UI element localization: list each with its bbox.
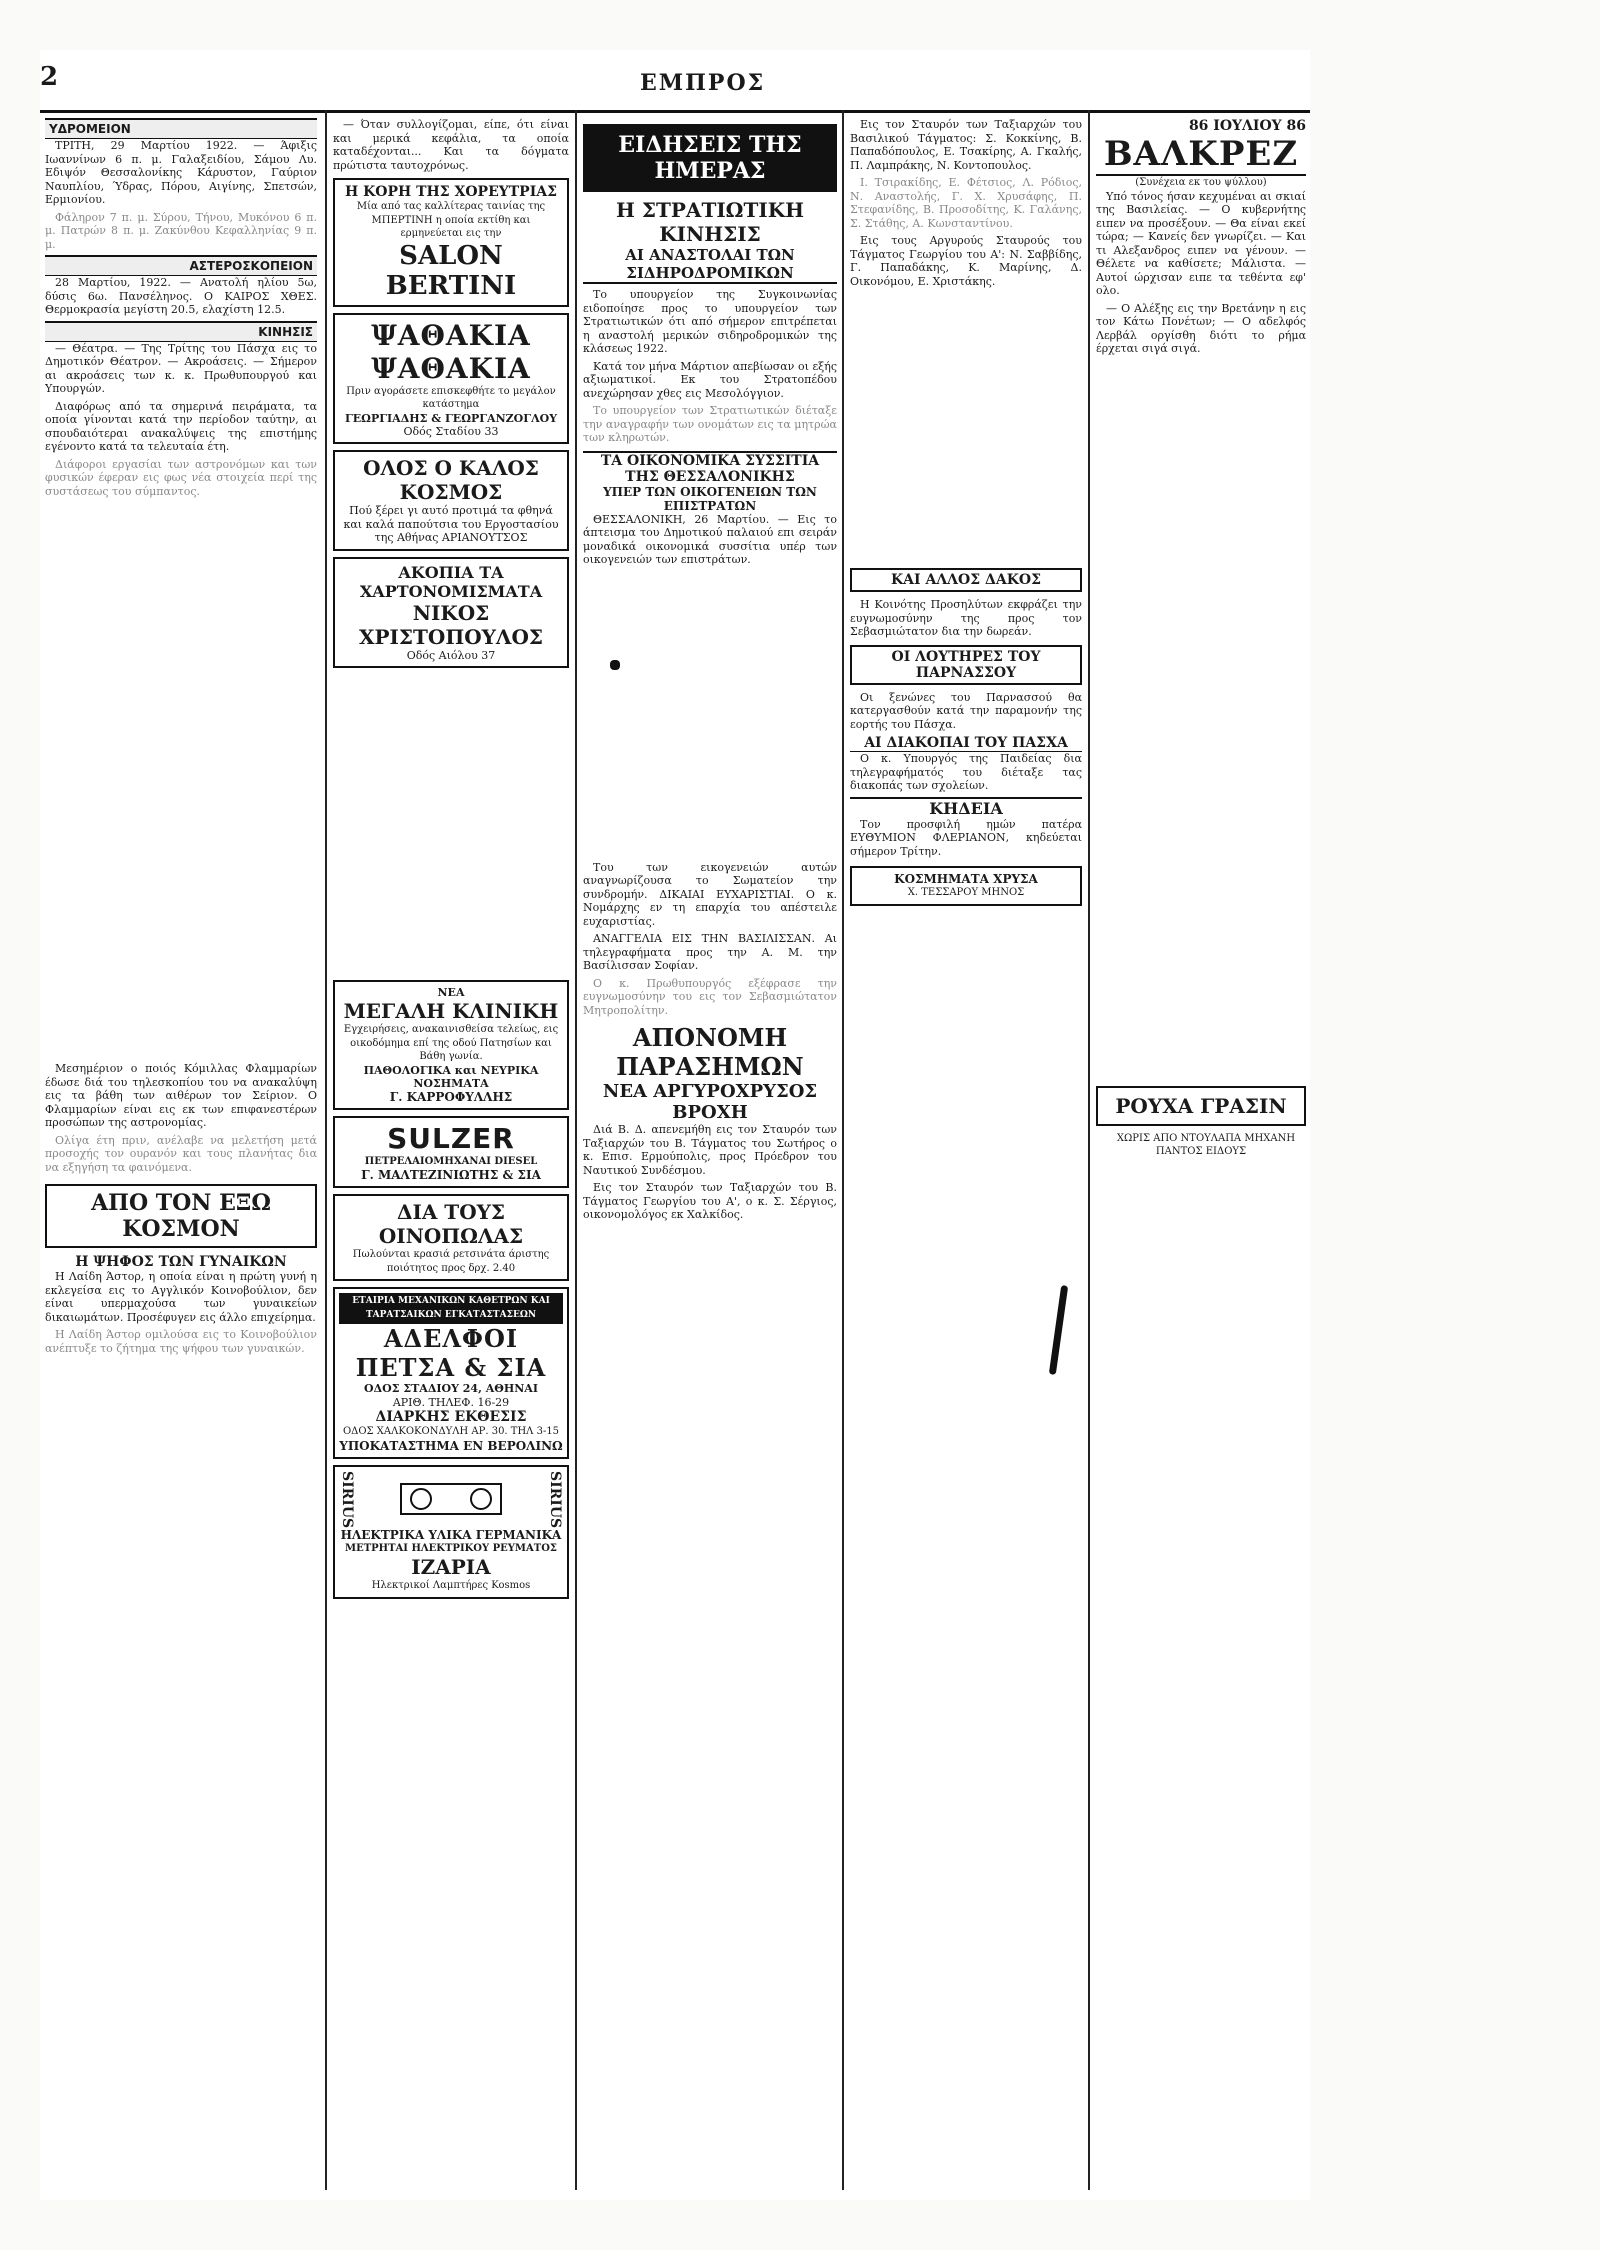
- column-3: ΕΙΔΗΣΕΙΣ ΤΗΣ ΗΜΕΡΑΣ Η ΣΤΡΑΤΙΩΤΙΚΗ ΚΙΝΗΣΙΣ ΑΙ ΑΝΑΣΤΟΛΑΙ ΤΩΝ ΣΙΔΗΡΟΔΡΟΜΙΚΩΝ Το υπουργείον της Συγκοινωνίας ειδοποίησε προς το υπουργείον των Στρατιωτικών ότι από σήμερον επιτρέπεται η αναστολή μερικών σιδηροδρομικών της κλάσεως 1922. Κατά τον μήνα Μάρτιον απεβίωσαν οι εξής αξιωματικοί. Εκ του Στρατοπέδου ανεχώρησαν χθες εις Μεσολόγγιον. Το υπουργείον των Στρατιωτικών διέταξε την αναγραφήν των ονομάτων εις τα μητρώα των κληρωτών. ΤΑ ΟΙΚΟΝΟΜΙΚΑ ΣΥΣΣΙΤΙΑ ΤΗΣ ΘΕΣΣΑΛΟΝΙΚΗΣ ΥΠΕΡ ΤΩΝ ΟΙΚΟΓΕΝΕΙΩΝ ΤΩΝ ΕΠΙΣΤΡΑΤΩΝ ΘΕΣΣΑΛΟΝΙΚΗ, 26 Μαρτίου. — Εις το άπτεισμα του Δημοτικού παλαιού επι σειράν μοναδικά οικονομικά συσσίτια υπέρ των οικογενειών των επιστράτων. Του των εικογενειών αυτών αναγνωρίζουσα το Σωματείον την συνδρομήν. ΔΙΚΑΙΑΙ ΕΥΧΑΡΙΣΤΙΑΙ. Ο κ. Νομάρχης εν τη επαρχία του απέστειλε ευχαριστίας. ΑΝΑΓΓΕΛΙΑ ΕΙΣ ΤΗΝ ΒΑΣΙΛΙΣΣΑΝ. Αι τηλεγραφήματα προς την Α. Μ. την Βασίλισσαν Σοφίαν. Ο κ. Πρωθυπουργός εξέφρασε την ευγνωμοσύνην του εις τον Σεβασμιώτατον Μητροπολίτην. ΑΠΟΝΟΜΗ ΠΑΡΑΣΗΜΩΝ ΝΕΑ ΑΡΓΥΡΟΧΡΥΣΟΣ ΒΡΟΧΗ Διά Β. Δ. απενεμήθη εις τον Σταυρόν των Ταξιαρχών του Β. Τάγματος του Σωτήρος ο κ. Επισ. Ερμούπολις, προς Πρόεδρον του Ναυτικού Συνδέσμου. Εις τον Σταυρόν των Ταξιαρχών του Β. Τάγματος Γεωργίου του Α', ο κ. Σ. Σέργιος, οικονομολόγος εκ Χαλκίδος.: [583, 118, 837, 2178]
- column-divider: [1088, 110, 1090, 2190]
- section-heading: ΑΣΤΕΡΟΣΚΟΠΕΙΟΝ: [45, 255, 317, 276]
- ad-title: ΜΕΓΑΛΗ ΚΛΙΝΙΚΗ: [343, 999, 559, 1023]
- ad-name: ΑΔΕΛΦΟΙ ΠΕΤΣΑ & ΣΙΑ: [355, 1324, 547, 1382]
- ad-title: ΨΑΘΑΚΙΑ: [371, 351, 531, 385]
- subheadline: Η ΨΗΦΟΣ ΤΩΝ ΓΥΝΑΙΚΩΝ: [75, 1254, 287, 1270]
- advertisement: [1096, 1086, 1306, 1126]
- advertisement: [333, 178, 569, 307]
- ad-text: Πού ξέρει γι αυτό προτιμά τα φθηνά και καλά παπούτσια του Εργοστασίου της Αθήνας ΑΡΙΑΝΟΥΤΣΟΣ: [343, 504, 559, 544]
- paragraph: Εις τους Αργυρούς Σταυρούς του Τάγματος Γεωργίου του Α': Ν. Σαββίδης, Γ. Παπαδάκης, Κ. Μαρίνης, Δ. Οικονόμου, Ε. Χριστάκης.: [850, 234, 1082, 288]
- column-divider: [575, 110, 577, 2190]
- advertisement: [333, 1194, 569, 1281]
- ad-expo-address: ΟΔΟΣ ΧΑΛΚΟΚΟΝΔΥΛΗ ΑΡ. 30. ΤΗΛ 3-15: [342, 1426, 560, 1437]
- ad-name: ΝΙΚΟΣ ΧΡΙΣΤΟΠΟΥΛΟΣ: [358, 600, 544, 649]
- paragraph: Μεσημέριον ο ποιός Κόμιλλας Φλαμμαρίων έδωσε διά του τηλεσκοπίου του να ανακαλύψη εις τα βάθη των αιθέρων τον Σείριον. Ο Φλαμμαρίων είναι εις εκ των επιφανεστέρων προσώπων της αστρονομίας.: [45, 1062, 317, 1129]
- paragraph: ΧΩΡΙΣ ΑΠΟ ΝΤΟΥΛΑΠΑ ΜΗΧΑΝΗ ΠΑΝΤΟΣ ΕΙΔΟΥΣ: [1116, 1132, 1296, 1157]
- paragraph: 28 Μαρτίου, 1922. — Ανατολή ηλίου 5ω, δύσις 6ω. Πανσέληνος. Ο ΚΑΙΡΟΣ ΧΘΕΣ. Θερμοκρασία μεγίστη 20.5, ελαχίστη 12.5.: [45, 276, 317, 316]
- ad-text: ΠΕΤΡΕΛΑΙΟΜΗΧΑΝΑΙ DIESEL: [364, 1155, 538, 1167]
- ad-branch: ΥΠΟΚΑΤΑΣΤΗΜΑ ΕΝ ΒΕΡΟΛΙΝΩ: [339, 1438, 563, 1453]
- ad-brand: SULZER: [387, 1121, 515, 1155]
- paragraph: Κατά τον μήνα Μάρτιον απεβίωσαν οι εξής αξιωματικοί. Εκ του Στρατοπέδου ανεχώρησαν χθες εις Μεσολόγγιον.: [583, 359, 837, 400]
- paragraph: ΤΡΙΤΗ, 29 Μαρτίου 1922. — Άφιξις Ιωαννίνων 6 π. μ. Γαλαξειδίου, Σάμου Λυ. Εδιψόν Θεσσαλονίκης Κάρυστον, Γαύριον Ναυπλίου, Ύδρας, Πόρου, Αιγίνης, Σπετσών, Ερμιονίου.: [45, 139, 317, 206]
- ink-smudge: [610, 660, 620, 670]
- ad-address: ΟΔΟΣ ΣΤΑΔΙΟΥ 24, ΑΘΗΝΑΙ: [364, 1382, 538, 1395]
- news-banner: ΕΙΔΗΣΕΙΣ ΤΗΣ ΗΜΕΡΑΣ: [583, 124, 837, 192]
- paragraph: — Όταν συλλογίζομαι, είπε, ότι είναι και μερικά κεφάλια, τα οποία καταδέχονται... Και τα δόγματα πρώτιστα ταυτοχρόνως.: [333, 118, 569, 172]
- paragraph: Ο κ. Υπουργός της Παιδείας δια τηλεγραφήματός του διέταξε τας διακοπάς των σχολείων.: [850, 752, 1082, 792]
- advertisement: [333, 980, 569, 1110]
- ad-title: ΔΙΑ ΤΟΥΣ ΟΙΝΟΠΩΛΑΣ: [378, 1200, 524, 1248]
- advertisement: [333, 1287, 569, 1459]
- ad-brand: SIRIUS: [339, 1470, 355, 1528]
- machine-illustration: [391, 1474, 511, 1524]
- ad-agent: Γ. ΜΑΛΤΕΖΙΝΙΩΤΗΣ & ΣΙΑ: [361, 1168, 541, 1182]
- page-number: 2: [40, 62, 59, 92]
- ad-brand: SIRIUS: [547, 1470, 563, 1528]
- page-header: [40, 50, 1310, 113]
- subheadline: ΝΕΑ ΑΡΓΥΡΟΧΡΥΣΟΣ ΒΡΟΧΗ: [602, 1081, 818, 1123]
- paragraph: Εις τον Σταυρόν των Ταξιαρχών του Β. Τάγματος Γεωργίου του Α', ο κ. Σ. Σέργιος, οικονομολόγος εκ Χαλκίδος.: [583, 1181, 837, 1221]
- ad-address: Οδός Αιόλου 37: [406, 648, 496, 662]
- column-5: [1096, 118, 1306, 2178]
- advertisement: [333, 1116, 569, 1189]
- ad-text: Εγχειρήσεις, ανακαινισθείσα τελείως, εις οικοδόμημα επί της οδού Πατησίων και Βάθη γωνία.: [343, 1024, 559, 1062]
- headline: ΑΠΟ ΤΟΝ ΕΞΩ ΚΟΣΜΟΝ: [91, 1190, 271, 1242]
- paragraph: Διά Β. Δ. απενεμήθη εις τον Σταυρόν των Ταξιαρχών του Β. Τάγματος του Σωτήρος ο κ. Επισ. Ερμούπολις, προς Πρόεδρον του Ναυτικού Συνδέσμου.: [583, 1123, 837, 1177]
- paragraph: Η Κοινότης Προσηλύτων εκφράζει την ευγνωμοσύνην της προς τον Σεβασμιώτατον δια την δωρεάν.: [850, 598, 1082, 638]
- advertisement: [333, 557, 569, 669]
- ad-title: ΑΚΟΠΙΑ ΤΑ ΧΑΡΤΟΝΟΜΙΣΜΑΤΑ: [359, 562, 543, 601]
- serial-date: 86 ΙΟΥΛΙΟΥ 86: [1188, 118, 1306, 134]
- paragraph: Τον προσφιλή ημών πατέρα ΕΥΘΥΜΙΟΝ ΦΛΕΡΙΑΝΟΝ, κηδεύεται σήμερον Τρίτην.: [850, 817, 1082, 858]
- ad-text: Χ. ΤΕΣΣΑΡΟΥ ΜΗΝΟΣ: [907, 887, 1025, 898]
- advertisement: [850, 866, 1082, 906]
- paragraph: Το υπουργείον της Συγκοινωνίας ειδοποίησε προς το υπουργείον των Στρατιωτικών ότι από σήμερον επιτρέπεται η αναστολή μερικών σιδηροδρομικών της κλάσεως 1922.: [583, 288, 837, 355]
- advertisement: [333, 450, 569, 551]
- paragraph: Του των εικογενειών αυτών αναγνωρίζουσα το Σωματείον την συνδρομήν. ΔΙΚΑΙΑΙ ΕΥΧΑΡΙΣΤΙΑΙ. Ο κ. Νομάρχης εν τη επαρχία του απέστειλε ευχαριστίας.: [583, 860, 837, 928]
- headline: Η ΣΤΡΑΤΙΩΤΙΚΗ ΚΙΝΗΣΙΣ: [616, 198, 804, 246]
- ad-head: ΕΤΑΙΡΙΑ ΜΕΧΑΝΙΚΩΝ ΚΑΘΕΤΡΩΝ ΚΑΙ ΤΑΡΑΤΣΑΙΚΩΝ ΕΓΚΑΤΑΣΤΑΣΕΩΝ: [339, 1293, 563, 1324]
- paragraph: — Θέατρα. — Της Τρίτης του Πάσχα εις το Δημοτικόν Θέατρον. — Ακροάσεις. — Σήμερον αι ακροάσεις των κ. κ. Πρωθυπουργού και Υπουργών.: [45, 341, 317, 395]
- ad-text: Μία από τας καλλίτερας ταινίας της ΜΠΕΡΤΙΝΗ η οποία εκτίθη και ερμηνεύεται εις την: [356, 201, 546, 239]
- ad-text: Πριν αγοράσετε επισκεφθήτε το μεγάλον κατάστημα: [346, 385, 556, 410]
- ad-owner: ΓΕΩΡΓΙΑΔΗΣ & ΓΕΩΡΓΑΝΖΟΓΛΟΥ: [344, 411, 558, 425]
- ad-dept: ΠΑΘΟΛΟΓΙΚΑ και ΝΕΥΡΙΚΑ ΝΟΣΗΜΑΤΑ: [363, 1063, 539, 1090]
- column-divider: [325, 110, 327, 2190]
- section-heading: [850, 568, 1082, 592]
- ad-expo: ΔΙΑΡΚΗΣ ΕΚΘΕΣΙΣ: [375, 1409, 527, 1425]
- paragraph: Διαφόρως από τα σημερινά πειράματα, τα οποία γίνονται κατά την περίοδον ταύτην, αι σπουδαιότεραι ανακαλύψεις της επιστήμης εγένοντο κατά τα τελευταία έτη.: [45, 399, 317, 453]
- ad-name: ΙΖΑΡΙΑ: [411, 1555, 491, 1580]
- ad-title: ΨΑΘΑΚΙΑ: [371, 318, 531, 352]
- headline: ΟΙ ΛΟΥΤΗΡΕΣ ΤΟΥ ΠΑΡΝΑΣΣΟΥ: [891, 648, 1041, 681]
- ad-text: Πωλούνται κρασιά ρετσινάτα άριστης ποιότητος προς δρχ. 2.40: [352, 1249, 550, 1274]
- serial-title: ΒΑΛΚΡΕΖ: [1096, 134, 1306, 176]
- ad-footer: Ηλεκτρικοί Λαμπτήρες Kosmos: [371, 1580, 531, 1592]
- ad-text: ΡΟΥΧΑ ΓΡΑΣΙΝ: [1115, 1093, 1287, 1118]
- column-1: ΥΔΡΟΜΕΙΟΝ ΤΡΙΤΗ, 29 Μαρτίου 1922. — Άφιξις Ιωαννίνων 6 π. μ. Γαλαξειδίου, Σάμου Λυ. Εδιψόν Θεσσαλονίκης Κάρυστον, Γαύριον Ναυπλίου, Ύδρας, Πόρου, Αιγίνης, Σπετσών, Ερμιονίου. Φάληρον 7 π. μ. Σύρου, Τήνου, Μυκόνου 6 π. μ. Πατρών 8 π. μ. Ζακύνθου Κεφαλληνίας 9 π. μ. ΑΣΤΕΡΟΣΚΟΠΕΙΟΝ 28 Μαρτίου, 1922. — Ανατολή ηλίου 5ω, δύσις 6ω. Πανσέληνος. Ο ΚΑΙΡΟΣ ΧΘΕΣ. Θερμοκρασία μεγίστη 20.5, ελαχίστη 12.5. ΚΙΝΗΣΙΣ — Θέατρα. — Της Τρίτης του Πάσχα εις το Δημοτικόν Θέατρον. — Ακροάσεις. — Σήμερον αι ακροάσεις των κ. κ. Πρωθυπουργού και Υπουργών. Διαφόρως από τα σημερινά πειράματα, τα οποία γίνονται κατά την περίοδον ταύτην, αι σπουδαιότεραι ανακαλύψεις της επιστήμης εγένοντο κατά τα τελευταία έτη. Διάφοροι εργασίαι των αστρονόμων και των φυσικών έφεραν εις φως νέα στοιχεία περί της συστάσεως του σύμπαντος. Μεσημέριον ο ποιός Κόμιλλας Φλαμμαρίων έδωσε διά του τηλεσκοπίου του να ανακαλύψη εις τα βάθη των αιθέρων τον Σείριον. Ο Φλαμμαρίων είναι εις εκ των επιφανεστέρων προσώπων της αστρονομίας. Ολίγα έτη πριν, ανέλαβε να μελετήση μετά προσοχής τον ουρανόν και τους πλανήτας δια να εξηγήση τα φαινόμενα. ΑΠΟ ΤΟΝ ΕΞΩ ΚΟΣΜΟΝ Η ΨΗΦΟΣ ΤΩΝ ΓΥΝΑΙΚΩΝ Η Λαίδη Άστορ, η οποία είναι η πρώτη γυνή η εκλεγείσα εις το Αγγλικόν Κοινοβούλιον, δεν είναι υπερμαχούσα των γυναικείων δικαιωμάτων. Προσέφυγεν εις άλλο επιχείρημα. Η Λαίδη Άστορ ομιλούσα εις το Κοινοβούλιον ανέπτυξε το ζήτημα της ψήφου των γυναικών.: [45, 118, 317, 2178]
- paragraph: ΑΝΑΓΓΕΛΙΑ ΕΙΣ ΤΗΝ ΒΑΣΙΛΙΣΣΑΝ. Αι τηλεγραφήματα προς την Α. Μ. την Βασίλισσαν Σοφίαν.: [583, 932, 837, 972]
- ad-text: ΗΛΕΚΤΡΙΚΑ ΥΛΙΚΑ ΓΕΡΜΑΝΙΚΑ: [340, 1527, 562, 1542]
- column-4: Εις τον Σταυρόν των Ταξιαρχών του Βασιλικού Τάγματος: Σ. Κοκκίνης, Β. Παπαδόπουλος, Ε. Τσακίρης, Α. Γκαλής, Π. Λαμπράκης, Ν. Κοντοπουλος. Ι. Τσιρακίδης, Ε. Φέτσιος, Λ. Ρόδιος, Ν. Αναστολής, Γ. Χ. Χρυσάφης, Π. Στεφανίδης, Β. Προσοδίτης, Κ. Γαλάνης, Σ. Στάθης, Α. Κωνσταντίνου. Εις τους Αργυρούς Σταυρούς του Τάγματος Γεωργίου του Α': Ν. Σαββίδης, Γ. Παπαδάκης, Κ. Μαρίνης, Δ. Οικονόμου, Ε. Χριστάκης. ΚΑΙ ΑΛΛΟΣ ΔΑΚΟΣ Η Κοινότης Προσηλύτων εκφράζει την ευγνωμοσύνην της προς τον Σεβασμιώτατον δια την δωρεάν. ΟΙ ΛΟΥΤΗΡΕΣ ΤΟΥ ΠΑΡΝΑΣΣΟΥ Οι ξενώνες του Παρνασσού θα κατεργασθούν κατά την παραμονήν της εορτής του Πάσχα. ΑΙ ΔΙΑΚΟΠΑΙ ΤΟΥ ΠΑΣΧΑ Ο κ. Υπουργός της Παιδείας δια τηλεγραφήματός του διέταξε τας διακοπάς των σχολείων. ΚΗΔΕΙΑ Τον προσφιλή ημών πατέρα ΕΥΘΥΜΙΟΝ ΦΛΕΡΙΑΝΟΝ, κηδεύεται σήμερον Τρίτην. ΚΟΣΜΗΜΑΤΑ ΧΡΥΣΑ Χ. ΤΕΣΣΑΡΟΥ ΜΗΝΟΣ: [850, 118, 1082, 2178]
- ad-title: Η ΚΟΡΗ ΤΗΣ ΧΟΡΕΥΤΡΙΑΣ: [344, 184, 558, 200]
- ad-phone: ΑΡΙΘ. ΤΗΛΕΦ. 16-29: [392, 1395, 510, 1409]
- paragraph: Οι ξενώνες του Παρνασσού θα κατεργασθούν κατά την παραμονήν της εορτής του Πάσχα.: [850, 690, 1082, 731]
- serial-subtitle: (Συνέχεια εκ του ψύλλου): [1135, 177, 1267, 188]
- paragraph: Υπό τόνος ήσαν κεχυμέναι αι σκιαί της Βασιλείας. — Ο κυβερνήτης ειπεν να προσέξουν. — Θα είναι εκεί τώρα; — Κανείς δεν γνωρίζει. — Και τι Αλεξανδρος ειπεν να γένουν. — Θέλετε να καθίσετε; Μάλιστα. — Αυτοί ώρχισαν ειπε τα τεθέντα εφ' ολο.: [1096, 189, 1306, 297]
- paragraph: Εις τον Σταυρόν των Ταξιαρχών του Βασιλικού Τάγματος: Σ. Κοκκίνης, Β. Παπαδόπουλος, Ε. Τσακίρης, Α. Γκαλής, Π. Λαμπράκης, Ν. Κοντοπουλος.: [850, 118, 1082, 172]
- headline: ΑΠΟΝΟΜΗ ΠΑΡΑΣΗΜΩΝ: [616, 1023, 804, 1081]
- advertisement: [333, 1465, 569, 1599]
- headline: ΤΑ ΟΙΚΟΝΟΜΙΚΑ ΣΥΣΣΙΤΙΑ ΤΗΣ ΘΕΣΣΑΛΟΝΙΚΗΣ: [583, 451, 837, 485]
- paragraph: ΘΕΣΣΑΛΟΝΙΚΗ, 26 Μαρτίου. — Εις το άπτεισμα του Δημοτικού παλαιού επι σειράν μοναδικά οικονομικά συσσίτια υπέρ των οικογενειών των επιστράτων.: [583, 512, 837, 566]
- headline: ΑΙ ΔΙΑΚΟΠΑΙ ΤΟΥ ΠΑΣΧΑ: [850, 735, 1082, 752]
- section-heading: ΚΙΝΗΣΙΣ: [45, 321, 317, 342]
- paragraph: Η Λαίδη Άστορ, η οποία είναι η πρώτη γυνή η εκλεγείσα εις το Αγγλικόν Κοινοβούλιον, δεν είναι υπερμαχούσα των γυναικείων δικαιωμάτων. Προσέφυγεν εις άλλο επιχείρημα.: [45, 1270, 317, 1324]
- section-heading: ΥΔΡΟΜΕΙΟΝ: [45, 118, 317, 139]
- headline: ΚΑΙ ΑΛΛΟΣ ΔΑΚΟΣ: [891, 572, 1041, 588]
- section-heading: [45, 1184, 317, 1248]
- column-2-ads: [333, 118, 569, 2178]
- subheadline: ΥΠΕΡ ΤΩΝ ΟΙΚΟΓΕΝΕΙΩΝ ΤΩΝ ΕΠΙΣΤΡΑΤΩΝ: [603, 484, 817, 513]
- subheadline: ΑΙ ΑΝΑΣΤΟΛΑΙ ΤΩΝ ΣΙΔΗΡΟΔΡΟΜΙΚΩΝ: [583, 246, 837, 284]
- ad-venue: SALON BERTINI: [385, 240, 517, 301]
- ad-pre: ΝΕΑ: [437, 986, 465, 999]
- advertisement: [333, 313, 569, 445]
- paragraph: — Ο Αλέξης εις την Βρετάνην η εις τον Κάτω Πονέτων; — Ο αδελφός Λερβάλ οργίσθη διότι το ρήμα έρχεται σιγά σιγά.: [1096, 301, 1306, 355]
- ad-title: ΟΛΟΣ Ο ΚΑΛΟΣ ΚΟΣΜΟΣ: [363, 456, 539, 504]
- ad-director: Γ. ΚΑΡΡΟΦΥΛΛΗΣ: [389, 1089, 513, 1104]
- ad-address: Οδός Σταδίου 33: [403, 424, 499, 438]
- masthead: ΕΜΠΡΟΣ: [640, 70, 766, 96]
- ad-text: ΚΟΣΜΗΜΑΤΑ ΧΡΥΣΑ: [894, 872, 1038, 886]
- ad-meters: ΜΕΤΡΗΤΑΙ ΗΛΕΚΤΡΙΚΟΥ ΡΕΥΜΑΤΟΣ: [345, 1542, 557, 1554]
- column-divider: [842, 110, 844, 2190]
- headline: ΚΗΔΕΙΑ: [850, 797, 1082, 818]
- section-heading: [850, 645, 1082, 685]
